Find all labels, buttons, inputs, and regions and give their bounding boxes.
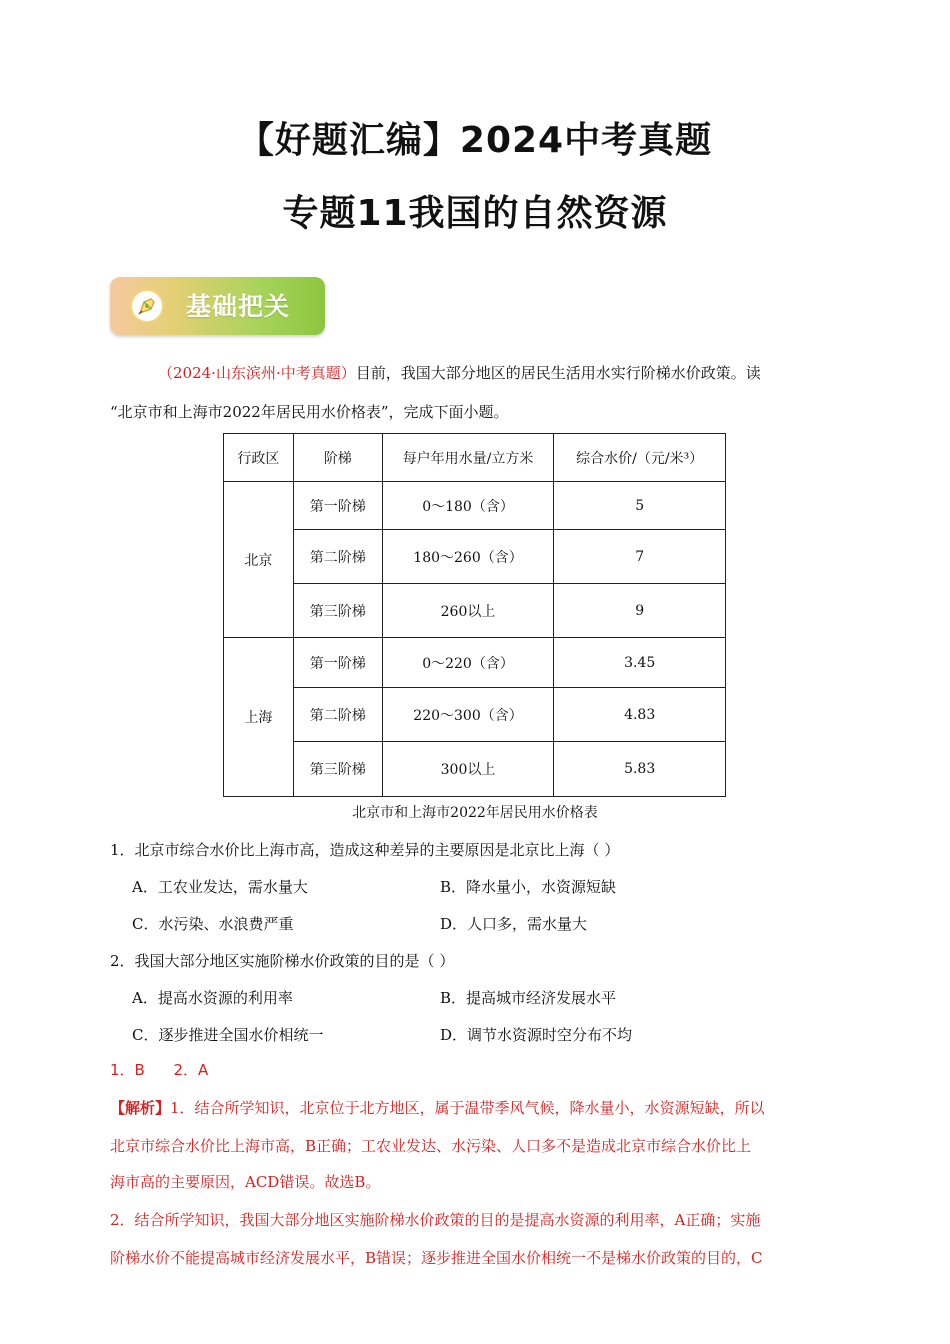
question-source: （2024·山东滨州·中考真题） [158, 364, 356, 382]
volume-cell: 260以上 [382, 584, 554, 638]
table-header-cell: 综合水价/（元/米³） [554, 434, 726, 482]
table-header-cell: 阶梯 [293, 434, 382, 482]
explanation-1-line-3: 海市高的主要原因，ACD错误。故选B。 [110, 1173, 381, 1191]
region-cell: 北京 [224, 482, 294, 638]
page-subtitle: 专题11我国的自然资源 [282, 193, 668, 234]
volume-cell: 220～300（含） [382, 688, 554, 742]
price-cell: 7 [554, 530, 726, 584]
volume-cell: 300以上 [382, 742, 554, 797]
explanation-text: 1．结合所学知识，北京位于北方地区，属于温带季风气候，降水量小，水资源短缺，所以 [170, 1099, 765, 1117]
table-row [224, 584, 726, 638]
tier-cell: 第一阶梯 [293, 638, 382, 688]
answer-key: 1．B 2．A [110, 1061, 209, 1079]
price-cell: 9 [554, 584, 726, 638]
price-cell: 5 [554, 482, 726, 530]
page-title: 【好题汇编】2024中考真题 [237, 120, 713, 161]
volume-cell: 0～220（含） [382, 638, 554, 688]
question-1-option-d: D．人口多，需水量大 [440, 915, 588, 933]
tier-cell: 第三阶梯 [293, 584, 382, 638]
badge-label: 基础把关 [186, 292, 291, 321]
price-cell: 5.83 [554, 742, 726, 797]
tier-cell: 第二阶梯 [293, 688, 382, 742]
intro-line-1 [158, 363, 858, 383]
explanation-2-line-1: 2．结合所学知识，我国大部分地区实施阶梯水价政策的目的是提高水资源的利用率，A正确；实施 [110, 1211, 761, 1229]
volume-cell: 180～260（含） [382, 530, 554, 584]
table-caption: 北京市和上海市2022年居民用水价格表 [352, 805, 598, 821]
question-2-option-d: D．调节水资源时空分布不均 [440, 1026, 633, 1044]
tier-cell: 第三阶梯 [293, 742, 382, 797]
question-1-option-c: C．水污染、水浪费严重 [132, 915, 294, 933]
table-row [224, 530, 726, 584]
explanation-1-line-2: 北京市综合水价比上海市高，B正确；工农业发达、水污染、人口多不是造成北京市综合水价比上 [110, 1137, 752, 1155]
intro-line-2: “北京市和上海市2022年居民用水价格表”，完成下面小题。 [110, 403, 509, 421]
question-1-option-b: B．降水量小，水资源短缺 [440, 878, 617, 896]
table-row [224, 688, 726, 742]
intro-text-1: 目前，我国大部分地区的居民生活用水实行阶梯水价政策。读 [355, 364, 761, 382]
question-2-option-c: C．逐步推进全国水价相统一 [132, 1026, 324, 1044]
explanation-tag: 【解析】 [110, 1099, 171, 1117]
table-header-cell: 行政区 [224, 434, 294, 482]
pen-nib-icon [130, 289, 164, 323]
tier-cell: 第二阶梯 [293, 530, 382, 584]
explanation-2-line-2: 阶梯水价不能提高城市经济发展水平，B错误；逐步推进全国水价相统一不是梯水价政策的目的，C [110, 1249, 763, 1267]
question-2-option-b: B．提高城市经济发展水平 [440, 989, 617, 1007]
table-row [224, 638, 726, 688]
water-price-table [223, 433, 726, 797]
price-cell: 4.83 [554, 688, 726, 742]
table-row [224, 742, 726, 797]
table-header-cell: 每户年用水量/立方米 [382, 434, 554, 482]
explanation-1-line-1 [110, 1098, 845, 1118]
question-1-option-a: A．工农业发达，需水量大 [132, 878, 308, 896]
price-cell: 3.45 [554, 638, 726, 688]
table-row [224, 482, 726, 530]
table-header-row [224, 434, 726, 482]
region-cell: 上海 [224, 638, 294, 797]
question-2-option-a: A．提高水资源的利用率 [132, 989, 293, 1007]
question-2-stem: 2．我国大部分地区实施阶梯水价政策的目的是（ ） [110, 952, 455, 970]
volume-cell: 0～180（含） [382, 482, 554, 530]
tier-cell: 第一阶梯 [293, 482, 382, 530]
question-1-stem: 1．北京市综合水价比上海市高，造成这种差异的主要原因是北京比上海（ ） [110, 841, 620, 859]
section-badge [110, 277, 325, 335]
